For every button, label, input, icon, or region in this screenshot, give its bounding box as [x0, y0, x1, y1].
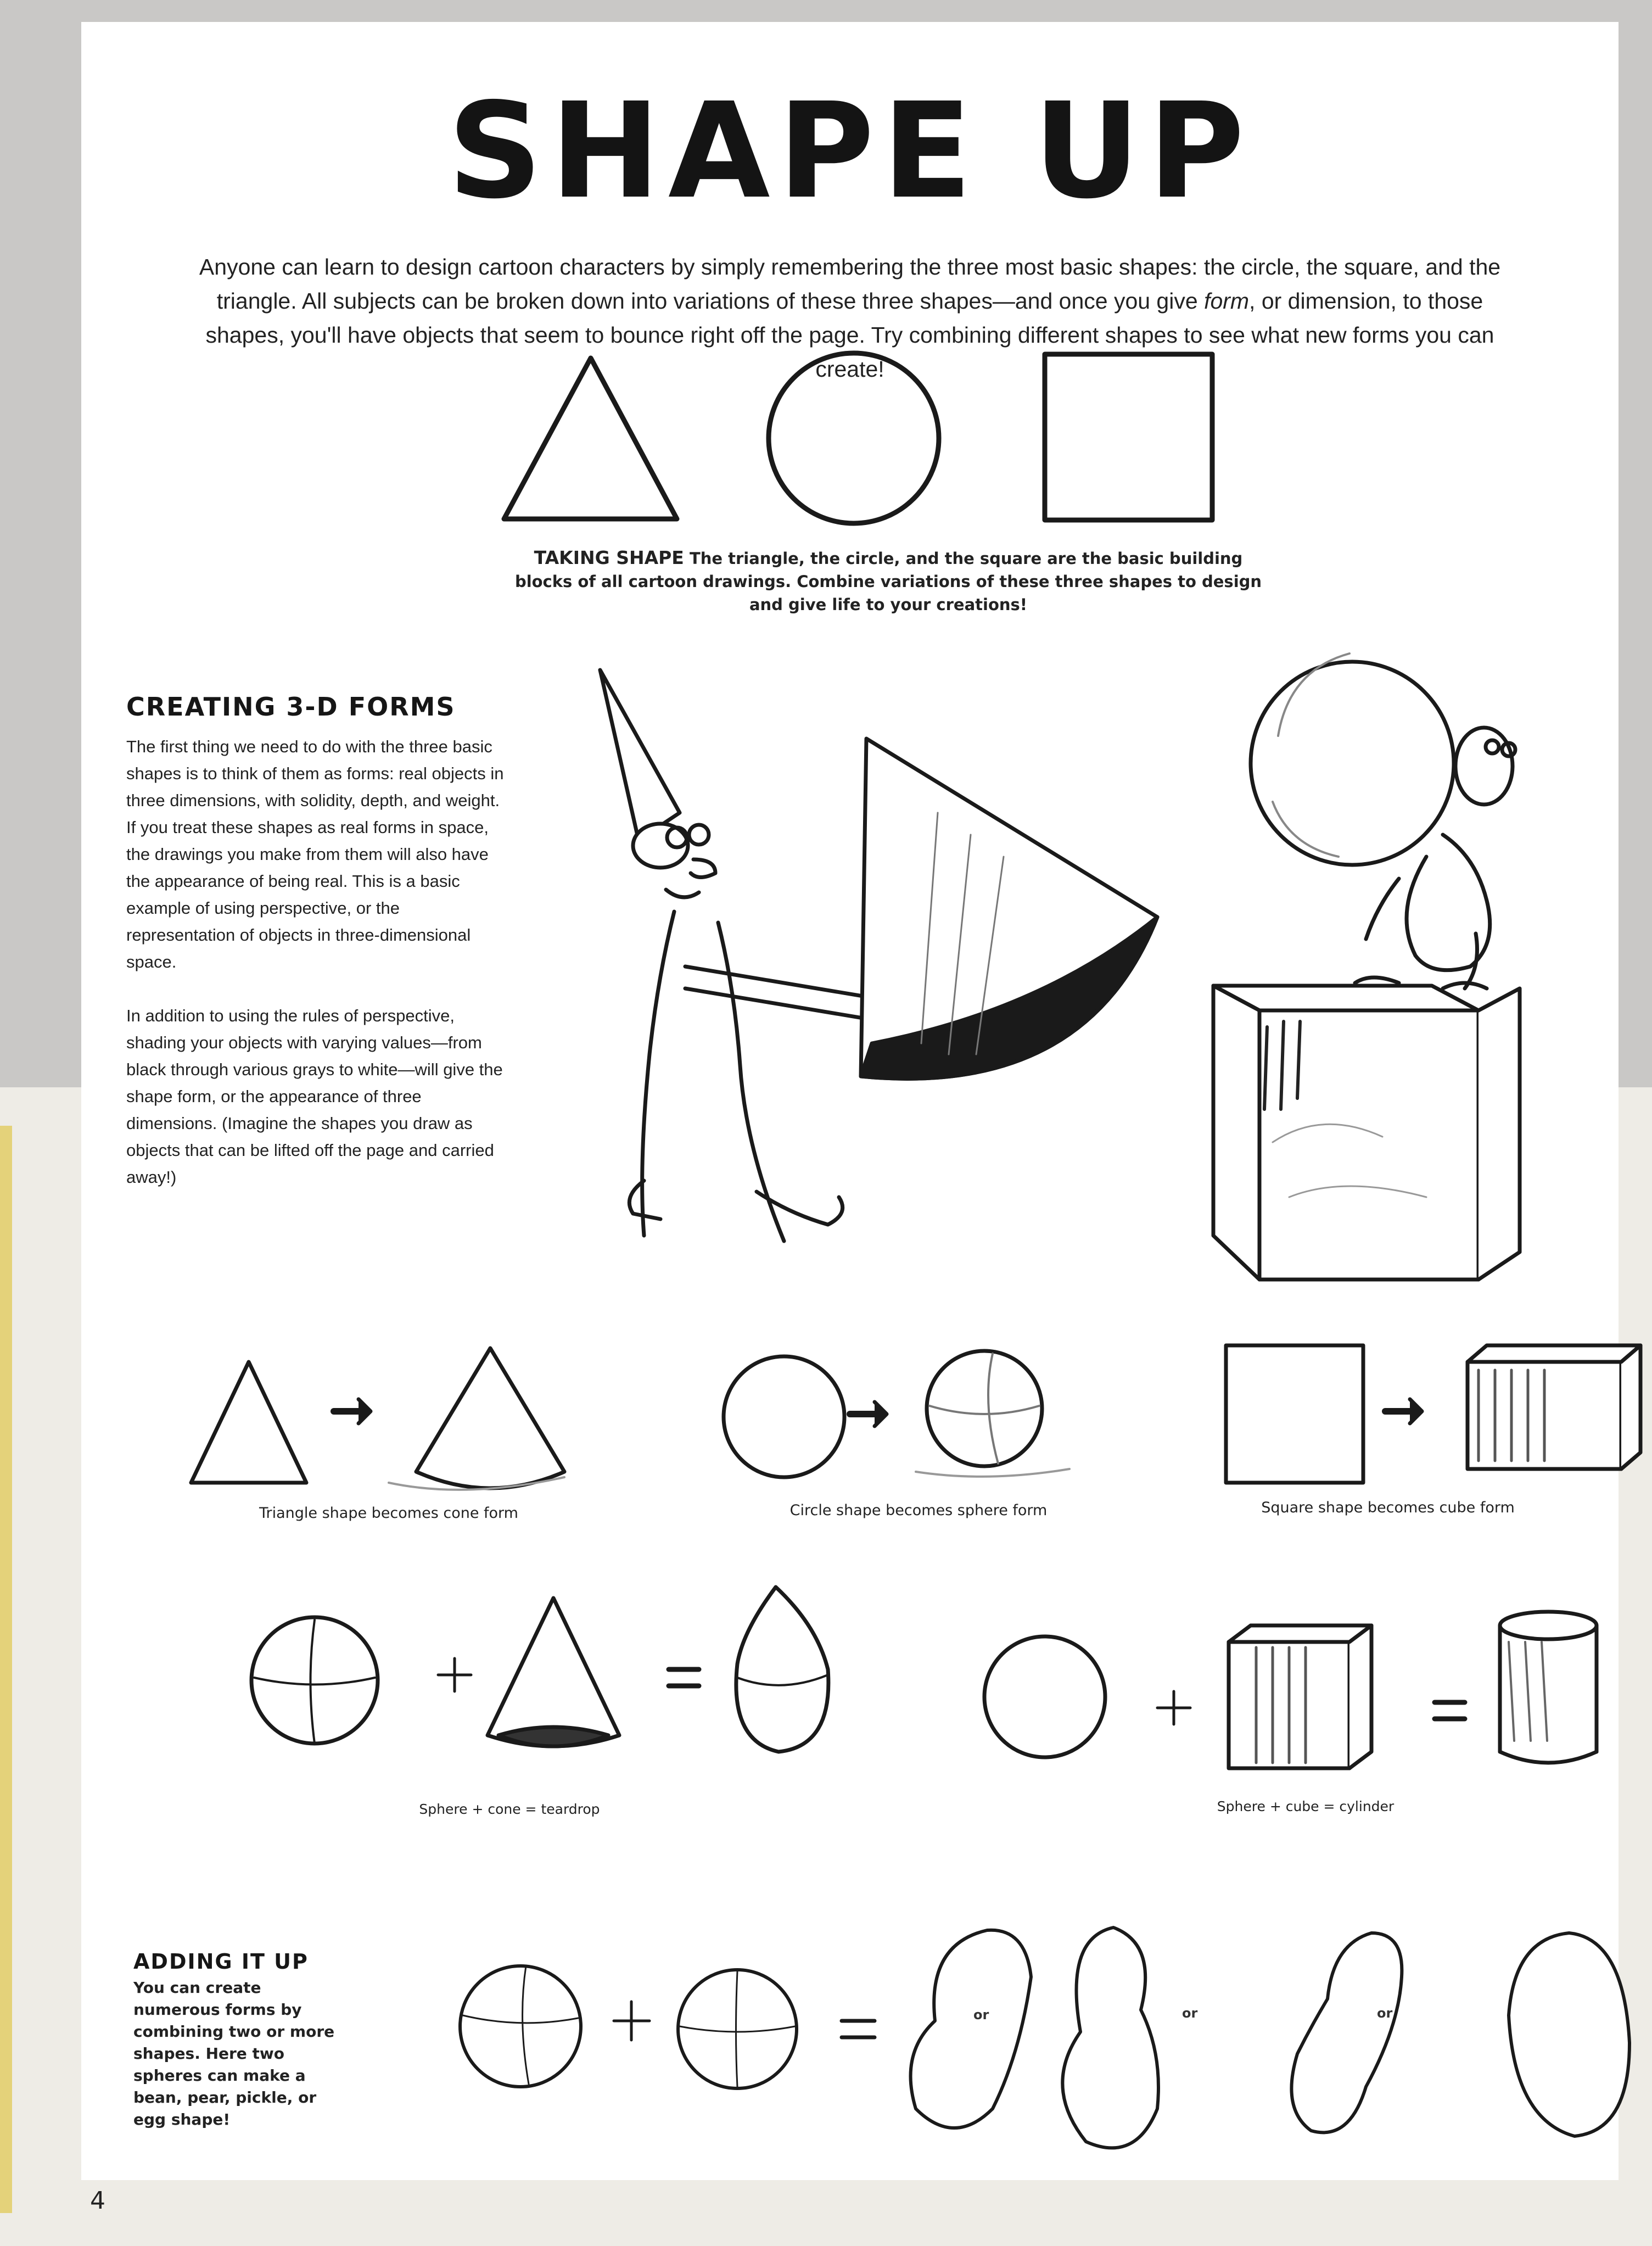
page-number: 4 — [90, 2187, 105, 2215]
creating-3d-paragraph-1: The first thing we need to do with the three basic shapes is to think of them as forms: real objects in three dimensions, with solidity, depth, and weight. If you treat these shapes as real forms in space, the drawings you make from them will also have the appearance of being real. This is a basic example of using perspective, or the representation of objects in three-dimensional space. — [126, 737, 504, 971]
taking-shape-text: The triangle, the circle, and the square are the basic building blocks of all cartoon drawings. Combine variations of these three shapes to design and give life to your creations! — [514, 549, 1262, 614]
or-label-2: or — [1182, 2005, 1198, 2021]
circle-to-sphere-drawing — [724, 1351, 1069, 1477]
cartoon-man-with-sphere-on-cube — [1213, 653, 1520, 1280]
square-shape-drawing — [1045, 354, 1212, 520]
adding-shapes-drawings — [460, 1927, 1629, 2148]
square-cube-caption: Square shape becomes cube form — [1261, 1499, 1515, 1516]
circle-shape-drawing — [769, 353, 939, 523]
or-label-1: or — [973, 2007, 989, 2022]
taking-shape-heading: TAKING SHAPE — [534, 547, 684, 568]
square-to-cube-drawing — [1226, 1345, 1640, 1483]
triangle-cone-caption: Triangle shape becomes cone form — [259, 1505, 518, 1522]
taking-shape-caption — [507, 546, 1270, 616]
page-title: SHAPE UP — [447, 74, 1252, 228]
circle-sphere-caption: Circle shape becomes sphere form — [789, 1502, 1048, 1519]
sphere-plus-cube-equals-cylinder-drawing — [984, 1612, 1597, 1768]
creating-3d-heading: CREATING 3-D FORMS — [126, 692, 456, 722]
intro-part-2: , or dimension, to those shapes, you'll have objects that seem to bounce right off the page. Try combining different shapes to see what new forms you can create! — [205, 288, 1494, 382]
adding-it-up-heading: ADDING IT UP — [133, 1949, 309, 1974]
teardrop-caption: Sphere + cone = teardrop — [419, 1801, 600, 1817]
adding-it-up-text: You can create numerous forms by combining two or more shapes. Here two spheres can make a bean, pear, pickle, or egg shape! — [133, 1979, 335, 2128]
creating-3d-paragraph-2: In addition to using the rules of perspective, shading your objects with varying values—from black through various grays to white—will give the shape form, or the appearance of three dimensions. (Imagine the shapes you draw as objects that can be lifted off the page and carried away!) — [126, 1006, 503, 1187]
sphere-plus-cone-equals-teardrop-drawing — [251, 1587, 828, 1752]
triangle-shape-drawing — [504, 358, 677, 519]
triangle-to-cone-drawing — [191, 1348, 564, 1490]
intro-part-1: Anyone can learn to design cartoon characters by simply remembering the three most basic shapes: the circle, the square, and the triangle. All subjects can be broken down into variations of these three shapes—and once you give — [199, 254, 1501, 314]
cartoon-man-with-cone — [600, 670, 1157, 1241]
book-page — [81, 22, 1619, 2180]
intro-form-word: form — [1204, 288, 1250, 314]
cylinder-caption: Sphere + cube = cylinder — [1217, 1798, 1395, 1814]
or-label-3: or — [1377, 2005, 1393, 2021]
page-edge-strip — [0, 1126, 12, 2213]
